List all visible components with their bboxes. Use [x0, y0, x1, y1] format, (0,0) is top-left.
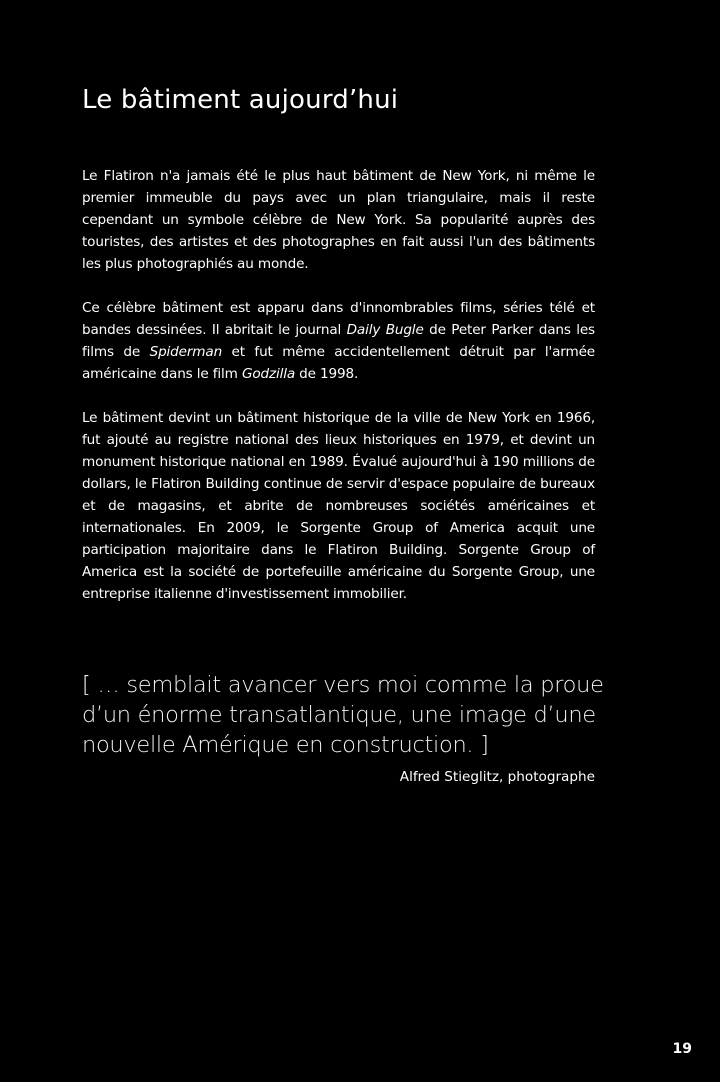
- italic-title-godzilla: Godzilla: [241, 366, 296, 382]
- paragraph-text-segment: Ce célèbre bâtiment est apparu dans d'innombrables films, séries télé et bandes dessinées. Il abritait le journal: [82, 300, 595, 338]
- page-number: 19: [672, 1041, 692, 1057]
- paragraph-popularity: Le Flatiron n'a jamais été le plus haut bâtiment de New York, ni même le premier immeuble du pays avec un plan triangulaire, mais il reste cependant un symbole célèbre de New York. Sa popularité auprès des touristes, des artistes et des photographes en fait aussi l'un des bâtiments les plus photographiés au monde.: [82, 168, 595, 272]
- article-body: [82, 165, 595, 627]
- italic-title-daily-bugle: Daily Bugle: [346, 322, 424, 338]
- quote-attribution: Alfred Stieglitz, photographe: [399, 769, 595, 785]
- page-title: Le bâtiment aujourd’hui: [82, 85, 399, 115]
- paragraph-media-appearances: [82, 297, 595, 385]
- paragraph-history: Le bâtiment devint un bâtiment historique de la ville de New York en 1966, fut ajouté au registre national des lieux historiques en 1979, et devint un monument historique national en 1989. Évalué aujourd'hui à 190 millions de dollars, le Flatiron Building continue de servir d'espace populaire de bureaux et de magasins, et abrite de nombreuses sociétés américaines et internationales. En 2009, le Sorgente Group of America acquit une participation majoritaire dans le Flatiron Building. Sorgente Group of America est la société de portefeuille américaine du Sorgente Group, une entreprise italienne d'investissement immobilier.: [82, 410, 595, 602]
- paragraph-text-segment: de 1998.: [295, 366, 359, 382]
- paragraph-text-segment: de Peter Parker dans les films de: [82, 322, 595, 360]
- paragraph-text-segment: et fut même accidentellement détruit par l'armée américaine dans le film: [82, 344, 595, 382]
- pull-quote: [ … semblait avancer vers moi comme la proue d’un énorme transatlantique, une image d’une nouvelle Amérique en construction. ]: [82, 672, 604, 758]
- italic-title-spiderman: Spiderman: [149, 344, 223, 360]
